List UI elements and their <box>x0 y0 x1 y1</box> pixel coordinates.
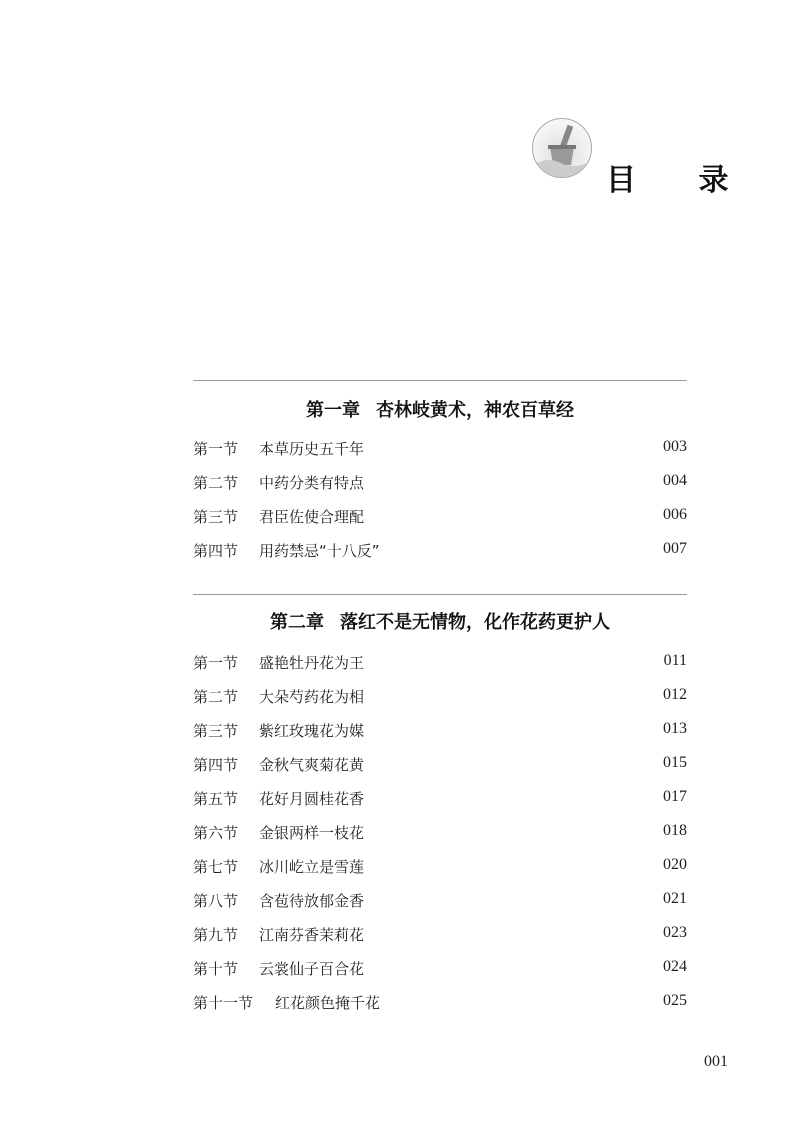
chapter-number: 第二章 <box>270 612 324 633</box>
section-title: 中药分类有特点 <box>259 474 365 492</box>
section-number: 第七节 <box>193 858 239 876</box>
section-number: 第十一节 <box>193 994 254 1012</box>
section-number: 第十节 <box>193 960 239 978</box>
toc-entry[interactable] <box>193 540 687 560</box>
section-page: 015 <box>663 754 687 771</box>
section-title: 江南芬香茉莉花 <box>259 926 365 944</box>
toc-entry[interactable] <box>193 686 687 706</box>
section-title: 云裳仙子百合花 <box>259 960 365 978</box>
section-page: 025 <box>663 992 687 1009</box>
section-number: 第八节 <box>193 892 239 910</box>
section-page: 012 <box>663 686 687 703</box>
toc-entry[interactable] <box>193 472 687 492</box>
toc-entry[interactable] <box>193 788 687 808</box>
chapter-heading[interactable] <box>193 396 687 422</box>
section-title: 金秋气爽菊花黄 <box>259 756 365 774</box>
section-title: 用药禁忌“十八反” <box>259 542 380 560</box>
section-page: 018 <box>663 822 687 839</box>
section-page: 021 <box>663 890 687 907</box>
section-title: 冰川屹立是雪莲 <box>259 858 365 876</box>
chapter-title: 杏林岐黄术，神农百草经 <box>376 400 574 421</box>
section-number: 第四节 <box>193 756 239 774</box>
section-number: 第一节 <box>193 654 239 672</box>
section-page: 011 <box>663 652 687 669</box>
toc-entry[interactable] <box>193 822 687 842</box>
section-title: 含苞待放郁金香 <box>259 892 365 910</box>
section-number: 第六节 <box>193 824 239 842</box>
toc-entry[interactable] <box>193 720 687 740</box>
section-title: 本草历史五千年 <box>259 440 365 458</box>
chapter-number: 第一章 <box>306 400 360 421</box>
section-page: 017 <box>663 788 687 805</box>
section-title: 红花颜色掩千花 <box>275 994 381 1012</box>
section-page: 006 <box>663 506 687 523</box>
toc-entry[interactable] <box>193 506 687 526</box>
section-number: 第二节 <box>193 688 239 706</box>
section-page: 007 <box>663 540 687 557</box>
section-number: 第二节 <box>193 474 239 492</box>
section-title: 大朵芍药花为相 <box>259 688 365 706</box>
section-number: 第一节 <box>193 440 239 458</box>
chapter-heading[interactable] <box>193 608 687 634</box>
toc-entry[interactable] <box>193 856 687 876</box>
toc-entry[interactable] <box>193 890 687 910</box>
section-number: 第四节 <box>193 542 239 560</box>
section-number: 第三节 <box>193 508 239 526</box>
section-page: 023 <box>663 924 687 941</box>
section-title: 花好月圆桂花香 <box>259 790 365 808</box>
section-title: 君臣佐使合理配 <box>259 508 365 526</box>
section-title: 紫红玫瑰花为媒 <box>259 722 365 740</box>
page-number: 001 <box>704 1053 728 1070</box>
section-number: 第九节 <box>193 926 239 944</box>
page-title: 目 录 <box>606 163 755 198</box>
toc-entry[interactable] <box>193 924 687 944</box>
section-title: 金银两样一枝花 <box>259 824 365 842</box>
section-page: 003 <box>663 438 687 455</box>
toc-entry[interactable] <box>193 438 687 458</box>
chapter-title: 落红不是无情物，化作花药更护人 <box>340 612 610 633</box>
chapter-divider <box>193 594 687 595</box>
section-number: 第三节 <box>193 722 239 740</box>
toc-entry[interactable] <box>193 754 687 774</box>
section-number: 第五节 <box>193 790 239 808</box>
toc-entry[interactable] <box>193 958 687 978</box>
mortar-pestle-emblem-icon <box>532 118 592 178</box>
section-page: 013 <box>663 720 687 737</box>
toc-entry[interactable] <box>193 992 687 1012</box>
section-page: 024 <box>663 958 687 975</box>
toc-entry[interactable] <box>193 652 687 672</box>
section-page: 020 <box>663 856 687 873</box>
section-title: 盛艳牡丹花为王 <box>259 654 365 672</box>
chapter-divider <box>193 380 687 381</box>
section-page: 004 <box>663 472 687 489</box>
